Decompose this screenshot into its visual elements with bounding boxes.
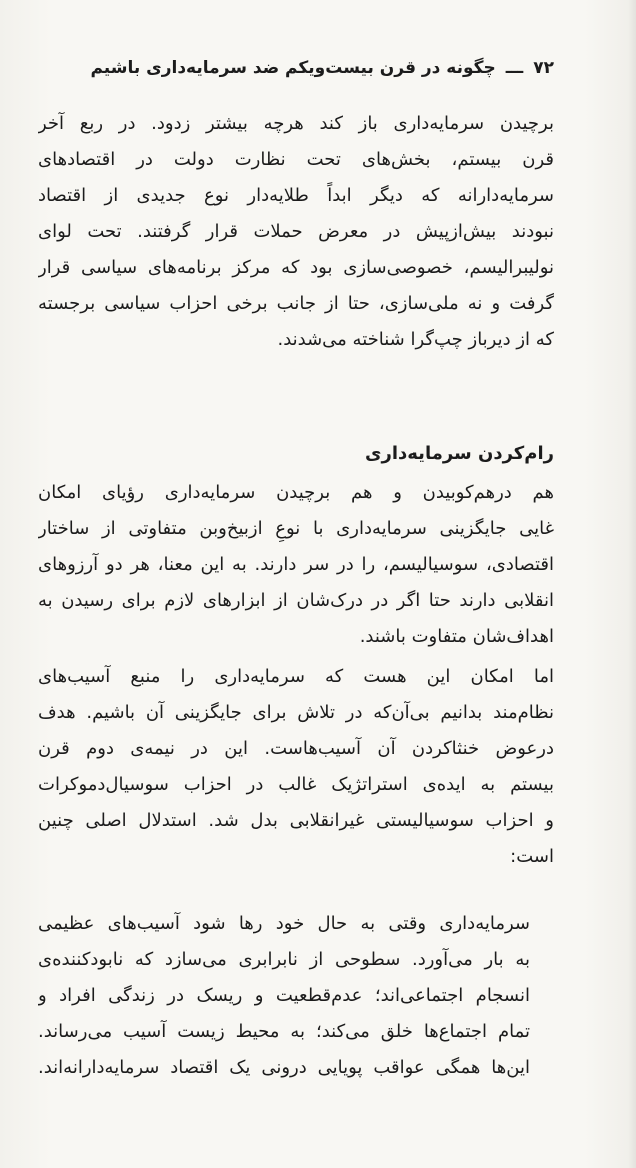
text-line: نولیبرالیسم، خصوصی‌سازی بود که مرکز برنامه‌های سیاسی قرار (38, 257, 554, 278)
text-line: نبودند بیش‌ازپیش در معرض حملات قرار گرفتند. تحت لوای (38, 221, 554, 242)
text-line: قرن بیستم، بخش‌های تحت نظارت دولت در اقتصادهای (38, 149, 554, 170)
text-line: سرمایه‌دارانه که دیگر ابداً طلایه‌دار نوع جدیدی از اقتصاد (38, 185, 554, 206)
text-line: گرفت و نه ملی‌سازی، حتا از جانب برخی احزاب سیاسی برجسته (38, 293, 554, 314)
text-line: است: (510, 846, 554, 867)
text-line: و احزاب سوسیالیستی غیرانقلابی بدل شد. استدلال اصلی چنین (38, 810, 554, 831)
section-heading: رام‌کردن سرمایه‌داری (365, 443, 554, 464)
text-line: که از دیرباز چپ‌گرا شناخته می‌شدند. (277, 329, 554, 350)
quote-line: تمام اجتماع‌ها خلق می‌کند؛ به محیط زیست آسیب می‌رساند. (38, 1021, 530, 1042)
text-line: اقتصادی، سوسیالیسم، را در سر دارند. به این معنا، هر دو آرزوهای (38, 554, 554, 575)
paragraph-2 (38, 475, 554, 655)
block-quote (38, 906, 530, 1086)
text-line: اما امکان این هست که سرمایه‌داری را منبع آسیب‌های (38, 666, 554, 687)
page-number: ۷۲ (533, 58, 554, 78)
quote-line: این‌ها همگی عواقب پویایی درونی یک اقتصاد سرمایه‌دارانه‌اند. (38, 1057, 530, 1078)
book-title: چگونه در قرن بیست‌ویکم ضد سرمایه‌داری باشیم (90, 58, 496, 78)
quote-line: سرمایه‌داری وقتی به حال خود رها شود آسیب‌های عظیمی (38, 913, 530, 934)
quote-line: به بار می‌آورد. سطوحی از نابرابری می‌سازد که نابودکننده‌ی (38, 949, 530, 970)
text-line: برچیدن سرمایه‌داری باز کند هرچه بیشتر زدود. در ربع آخر (38, 113, 554, 134)
paragraph-1 (38, 106, 554, 358)
text-line: بیستم به ایده‌ی استراتژیک غالب در احزاب سوسیال‌دموکرات (38, 774, 554, 795)
quote-line: انسجام اجتماعی‌اند؛ عدم‌قطعیت و ریسک در زندگی افراد و (38, 985, 530, 1006)
text-line: هم درهم‌کوبیدن و هم برچیدن سرمایه‌داری رؤیای امکان (38, 482, 554, 503)
page-edge-shadow (628, 0, 636, 1168)
paragraph-3 (38, 659, 554, 875)
text-line: انقلابی دارند حتا اگر در درک‌شان از ابزارهای لازم برای رسیدن به (38, 590, 554, 611)
text-line: نظام‌مند بدانیم بی‌آن‌که در تلاش برای جایگزینی آن باشیم. هدف (38, 702, 554, 723)
text-line: اهداف‌شان متفاوت باشند. (359, 626, 554, 647)
running-header (40, 58, 554, 78)
text-line: غایی جایگزینی سرمایه‌داری با نوعِ ازبیخ‌وبن متفاوتی از ساختار (38, 518, 554, 539)
header-dash: ـــ (505, 58, 524, 78)
text-line: درعوض خنثاکردن آن آسیب‌هاست. این در نیمه‌ی دوم قرن (38, 738, 554, 759)
